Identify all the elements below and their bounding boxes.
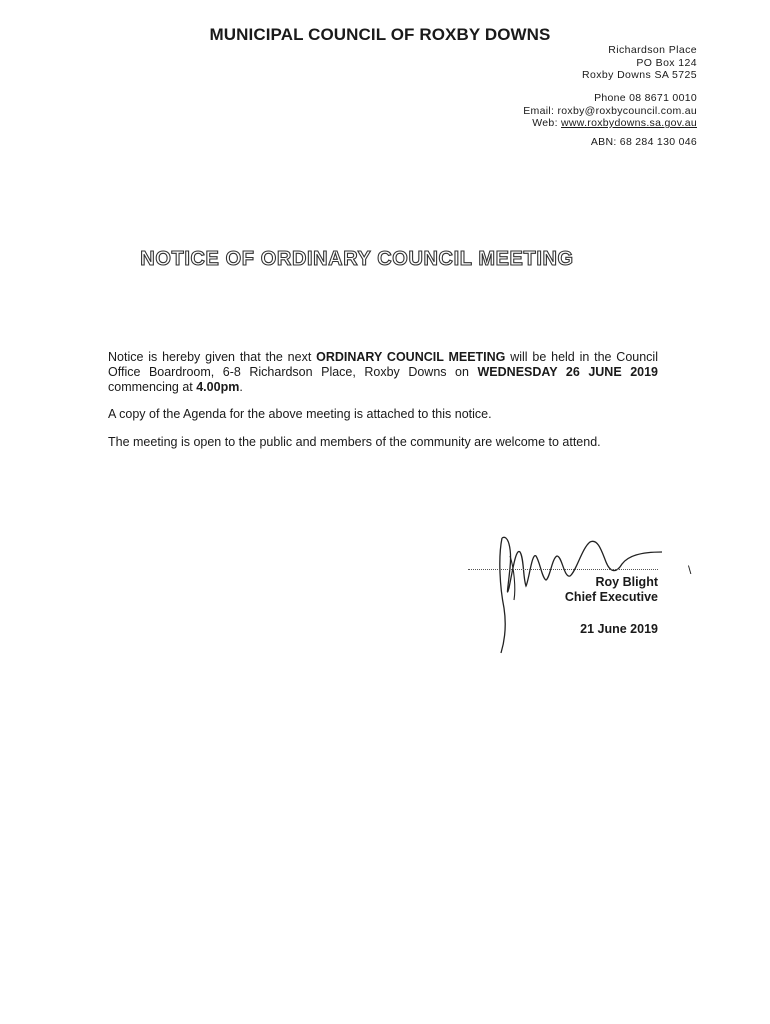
council-address <box>582 44 697 82</box>
web-row <box>523 117 697 130</box>
meeting-time: 4.00pm <box>196 380 240 394</box>
signatory-position: Chief Executive <box>564 590 658 604</box>
phone-number: Phone 08 8671 0010 <box>594 92 697 104</box>
contact-details <box>523 92 697 148</box>
address-line: PO Box 124 <box>636 56 697 69</box>
meeting-type: ORDINARY COUNCIL MEETING <box>316 350 506 364</box>
email-row <box>523 105 697 118</box>
email-link[interactable]: roxby@roxbycouncil.com.au <box>557 104 697 117</box>
notice-paragraph <box>108 350 658 395</box>
public-paragraph: The meeting is open to the public and members of the community are welcome to attend. <box>108 435 601 449</box>
agenda-paragraph: A copy of the Agenda for the above meeting is attached to this notice. <box>108 407 492 421</box>
signature-line <box>468 569 658 570</box>
address-line: Richardson Place <box>608 44 697 56</box>
council-name: MUNICIPAL COUNCIL OF ROXBY DOWNS <box>209 25 551 44</box>
text-run: will be held in the Council Office Boardroom, 6-8 Richardson Place, Roxby Downs on <box>108 350 658 379</box>
signature-date: 21 June 2019 <box>580 622 658 636</box>
web-label: Web: <box>532 117 558 129</box>
text-run: commencing at <box>108 380 197 394</box>
stray-mark: \ <box>688 563 692 577</box>
email-label: Email: <box>523 104 555 117</box>
text-run: Notice is hereby given that the next <box>108 350 317 364</box>
web-link[interactable]: www.roxbydowns.sa.gov.au <box>561 117 697 129</box>
signatory-name: Roy Blight <box>595 575 658 589</box>
signatory-block <box>565 575 658 637</box>
text-run: . <box>239 380 243 394</box>
notice-title: NOTICE OF ORDINARY COUNCIL MEETING <box>140 248 574 270</box>
meeting-date: WEDNESDAY 26 JUNE 2019 <box>477 365 659 379</box>
abn-number: ABN: 68 284 130 046 <box>590 135 697 148</box>
address-line: Roxby Downs SA 5725 <box>582 69 697 81</box>
